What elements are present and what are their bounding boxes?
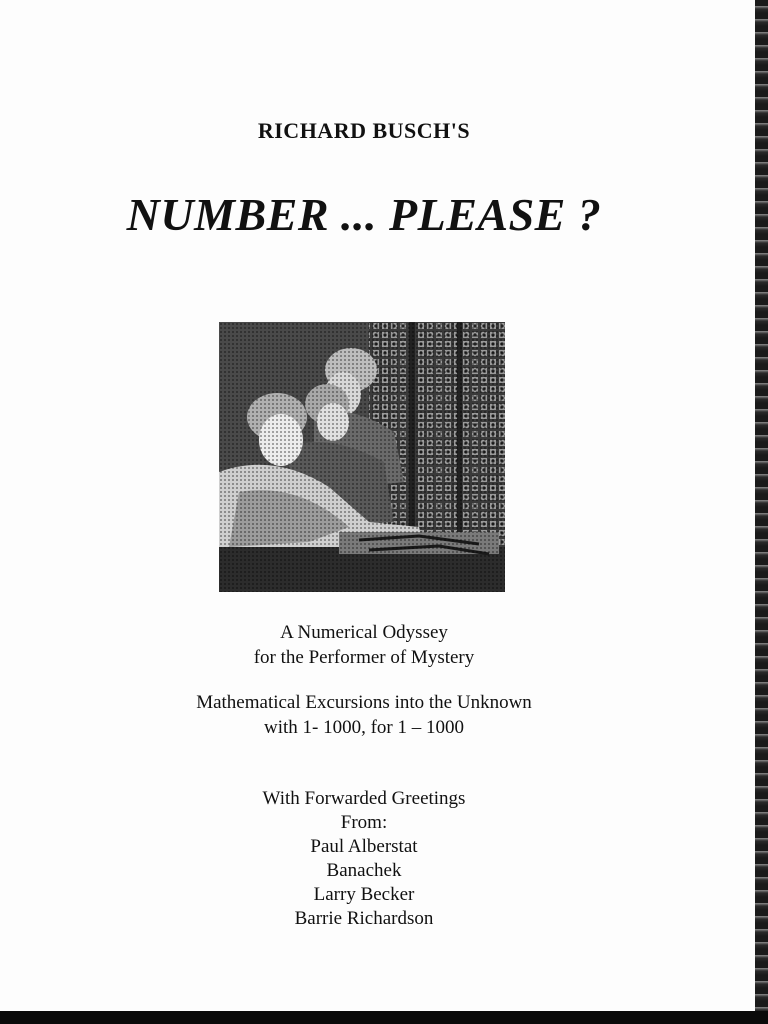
description-line: with 1- 1000, for 1 – 1000 (263, 717, 464, 738)
greetings-heading: With Forwarded Greetings (262, 788, 466, 809)
description (0, 690, 728, 740)
subtitle-line: A Numerical Odyssey (280, 622, 448, 643)
description-line: Mathematical Excursions into the Unknown (196, 692, 532, 713)
telephone-operators-photo (219, 322, 505, 592)
contributor-name: Larry Becker (313, 884, 415, 905)
greetings-section (0, 787, 728, 931)
scan-edge-bottom (0, 1011, 768, 1024)
contributor-name: Barrie Richardson (294, 908, 434, 929)
scan-edge-right (755, 0, 768, 1024)
subtitle (0, 620, 728, 670)
contributor-name: Banachek (326, 860, 402, 881)
contributor-name: Paul Alberstat (310, 836, 418, 857)
book-title: NUMBER ... PLEASE ? (126, 189, 602, 240)
greetings-from: From: (340, 812, 388, 833)
author-heading: RICHARD BUSCH'S (257, 118, 471, 143)
subtitle-line: for the Performer of Mystery (253, 647, 475, 668)
